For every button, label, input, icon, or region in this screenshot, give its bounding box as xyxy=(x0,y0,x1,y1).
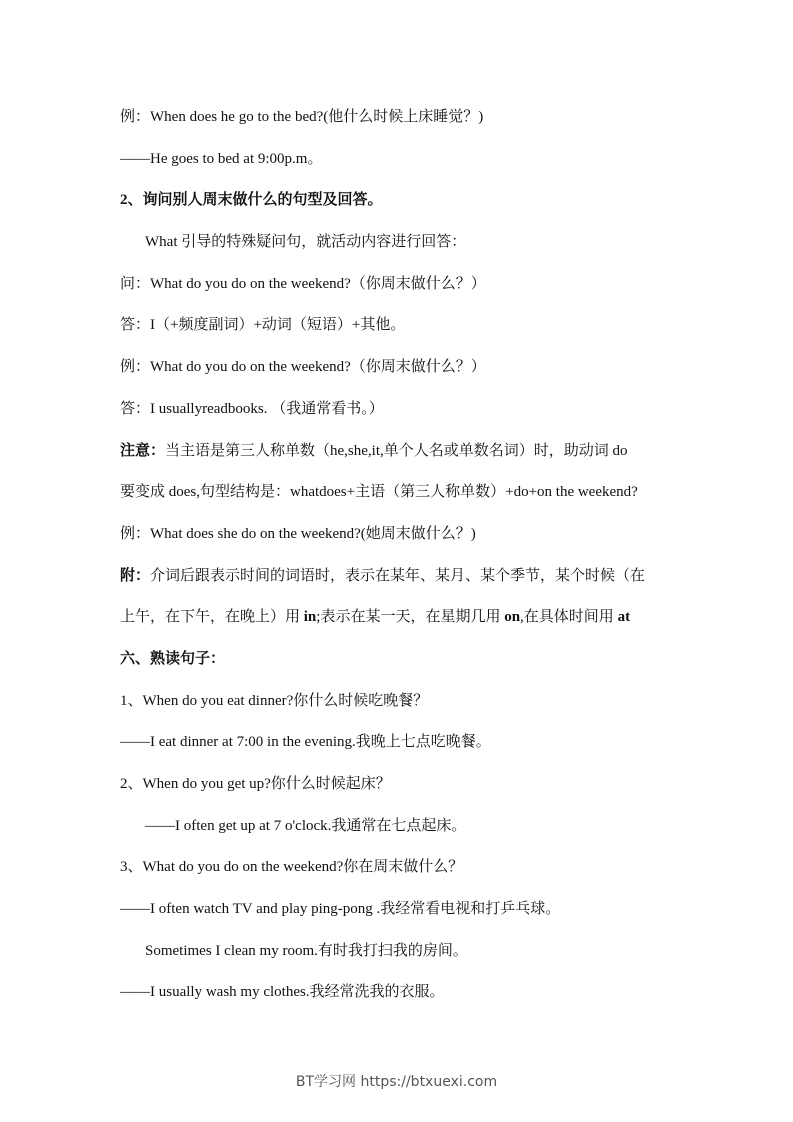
heading-text: 六、熟读句子： xyxy=(120,650,226,667)
answer-line: ——He goes to bed at 9:00p.m。 xyxy=(120,150,323,167)
text: 上午，在下午，在晚上）用 xyxy=(120,609,304,626)
section-heading xyxy=(120,646,680,688)
note-line: 要变成 does,句型结构是：whatdoes+主语（第三人称单数）+do+on the weekend? xyxy=(120,484,638,501)
note-line xyxy=(120,438,680,480)
question-line: 问：What do you do on the weekend?（你周末做什么？） xyxy=(120,275,486,292)
section-heading xyxy=(120,187,680,229)
sentence-line: 2、When do you get up?你什么时候起床？ xyxy=(120,776,391,792)
footer-watermark: BT学习网 https://btxuexi.com xyxy=(295,1074,498,1090)
sentence-line: ——I often watch TV and play ping-pong .我经常看电视和打乒乓球。 xyxy=(120,901,561,918)
note-label: 注意： xyxy=(120,442,166,459)
sentence-line: ——I usually wash my clothes.我经常洗我的衣服。 xyxy=(120,984,445,1001)
text: ,在具体时间用 xyxy=(520,609,618,626)
answer-line: 答：I usuallyreadbooks. （我通常看书。） xyxy=(120,400,384,417)
appendix-label: 附： xyxy=(120,567,151,584)
sentence-line: 1、When do you eat dinner?你什么时候吃晚餐？ xyxy=(120,692,429,709)
paragraph-line: What 引导的特殊疑问句，就活动内容进行回答： xyxy=(145,234,467,251)
example-line: 例：What do you do on the weekend?（你周末做什么？） xyxy=(120,359,486,376)
heading-text: 2、询问别人周末做什么的句型及回答。 xyxy=(120,192,383,209)
appendix-line xyxy=(120,604,680,646)
appendix-line xyxy=(120,563,680,605)
keyword-at: at xyxy=(617,609,631,626)
note-text: 当主语是第三人称单数（he,she,it,单个人名或单数名词）时，助动词 do xyxy=(165,442,628,459)
sentence-line: 3、What do you do on the weekend?你在周末做什么？ xyxy=(120,859,464,876)
keyword-on: on xyxy=(504,609,521,626)
answer-line: 答：I（+频度副词）+动词（短语）+其他。 xyxy=(120,317,406,334)
sentence-line: ——I often get up at 7 o'clock.我通常在七点起床。 xyxy=(145,817,467,834)
appendix-text: 介词后跟表示时间的词语时，表示在某年、某月、某个季节，某个时候（在 xyxy=(150,567,646,584)
sentence-line: ——I eat dinner at 7:00 in the evening.我晚上七点吃晚餐。 xyxy=(120,734,491,751)
document-body xyxy=(120,104,680,1021)
keyword-in: in xyxy=(303,609,317,626)
sentence-line: Sometimes I clean my room.有时我打扫我的房间。 xyxy=(145,942,468,959)
text: ;表示在某一天，在星期几用 xyxy=(316,609,505,626)
example-line: 例：What does she do on the weekend?(她周末做什么？) xyxy=(120,525,476,542)
example-line: 例：When does he go to the bed?(他什么时候上床睡觉？) xyxy=(120,109,484,125)
